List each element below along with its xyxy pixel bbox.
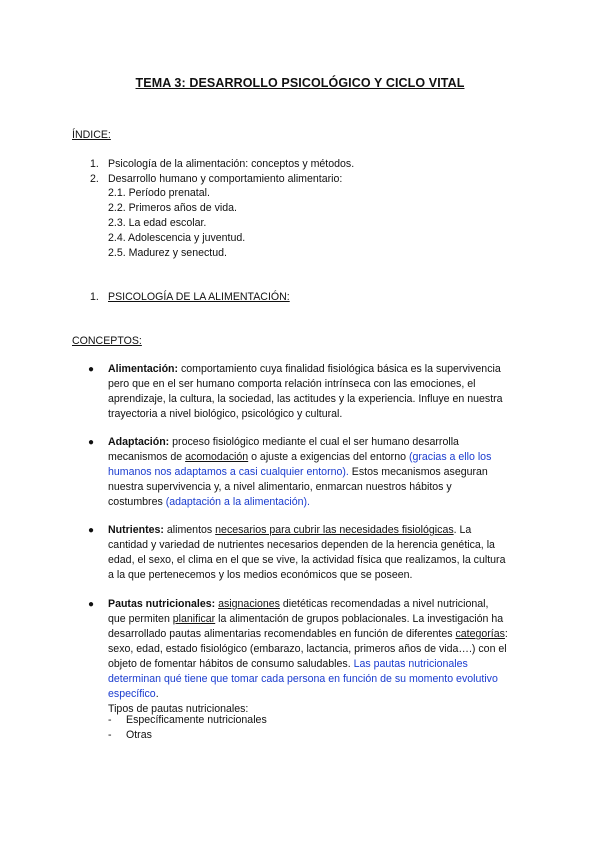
index-item-2: 2. Desarrollo humano y comportamiento alimentario: xyxy=(90,173,343,185)
index-item-1: 1. Psicología de la alimentación: conceptos y métodos. xyxy=(90,158,355,170)
bullet-icon: ● xyxy=(88,364,95,375)
bullet-icon: ● xyxy=(88,599,95,610)
document-title: TEMA 3: DESARROLLO PSICOLÓGICO Y CICLO VITAL xyxy=(135,76,465,90)
section-1-heading: 1. PSICOLOGÍA DE LA ALIMENTACIÓN: xyxy=(90,291,290,303)
index-subitem: 2.5. Madurez y senectud. xyxy=(108,247,227,259)
bullet-alimentacion: ● Alimentación: comportamiento cuya finalidad fisiológica básica es la supervivencia pero que en el ser humano comporta relación intrínseca con las emociones, el aprendizaje, la cultura, la sociedad, las actitudes y la experiencia. Influye en nuestra trayectoria a nivel biológico, psicológico y cultural. xyxy=(88,363,503,420)
index-subitem: 2.1. Período prenatal. xyxy=(108,187,210,199)
index-subitem: 2.2. Primeros años de vida. xyxy=(108,202,237,214)
types-list-item: - Otras xyxy=(108,729,152,741)
types-list-item: - Específicamente nutricionales xyxy=(108,714,267,726)
bullet-pautas: ● Pautas nutricionales: asignaciones dietéticas recomendadas a nivel nutricional, que permiten planificar la alimentación de grupos poblacionales. La investigación ha desarrollado pautas alimentarias recomendables en función de diferentes categorías: sexo, edad, estado fisiológico (embarazo, lactancia, primeros años de vida….) con el objeto de fomentar hábitos de consumo saludables. Las pautas nutricionales determinan qué tiene que tomar cada persona en función de su momento evolutivo específico. Tipos de pautas nutricionales: xyxy=(88,598,508,715)
concepts-heading: CONCEPTOS: xyxy=(72,335,142,347)
index-heading: ÍNDICE: xyxy=(72,129,111,141)
bullet-icon: ● xyxy=(88,437,95,448)
index-subitem: 2.3. La edad escolar. xyxy=(108,217,207,229)
bullet-icon: ● xyxy=(88,525,95,536)
bullet-nutrientes: ● Nutrientes: alimentos necesarios para cubrir las necesidades fisiológicas. La cantidad y variedad de nutrientes necesarios dependen de la herencia genética, la edad, el sexo, el clima en el que se vive, la actividad física que realizamos, la cultura a la que pertenecemos y los medios económicos que se poseen. xyxy=(88,524,506,581)
bullet-adaptacion: ● Adaptación: proceso fisiológico mediante el cual el ser humano desarrolla mecanismos de acomodación o ajuste a exigencias del entorno (gracias a ello los humanos nos adaptamos a casi cualquier entorno). Estos mecanismos aseguran nuestra supervivencia y, a nivel alimentario, enmarcan nuestros hábitos y costumbres (adaptación a la alimentación). xyxy=(88,436,492,508)
index-subitem: 2.4. Adolescencia y juventud. xyxy=(108,232,246,244)
